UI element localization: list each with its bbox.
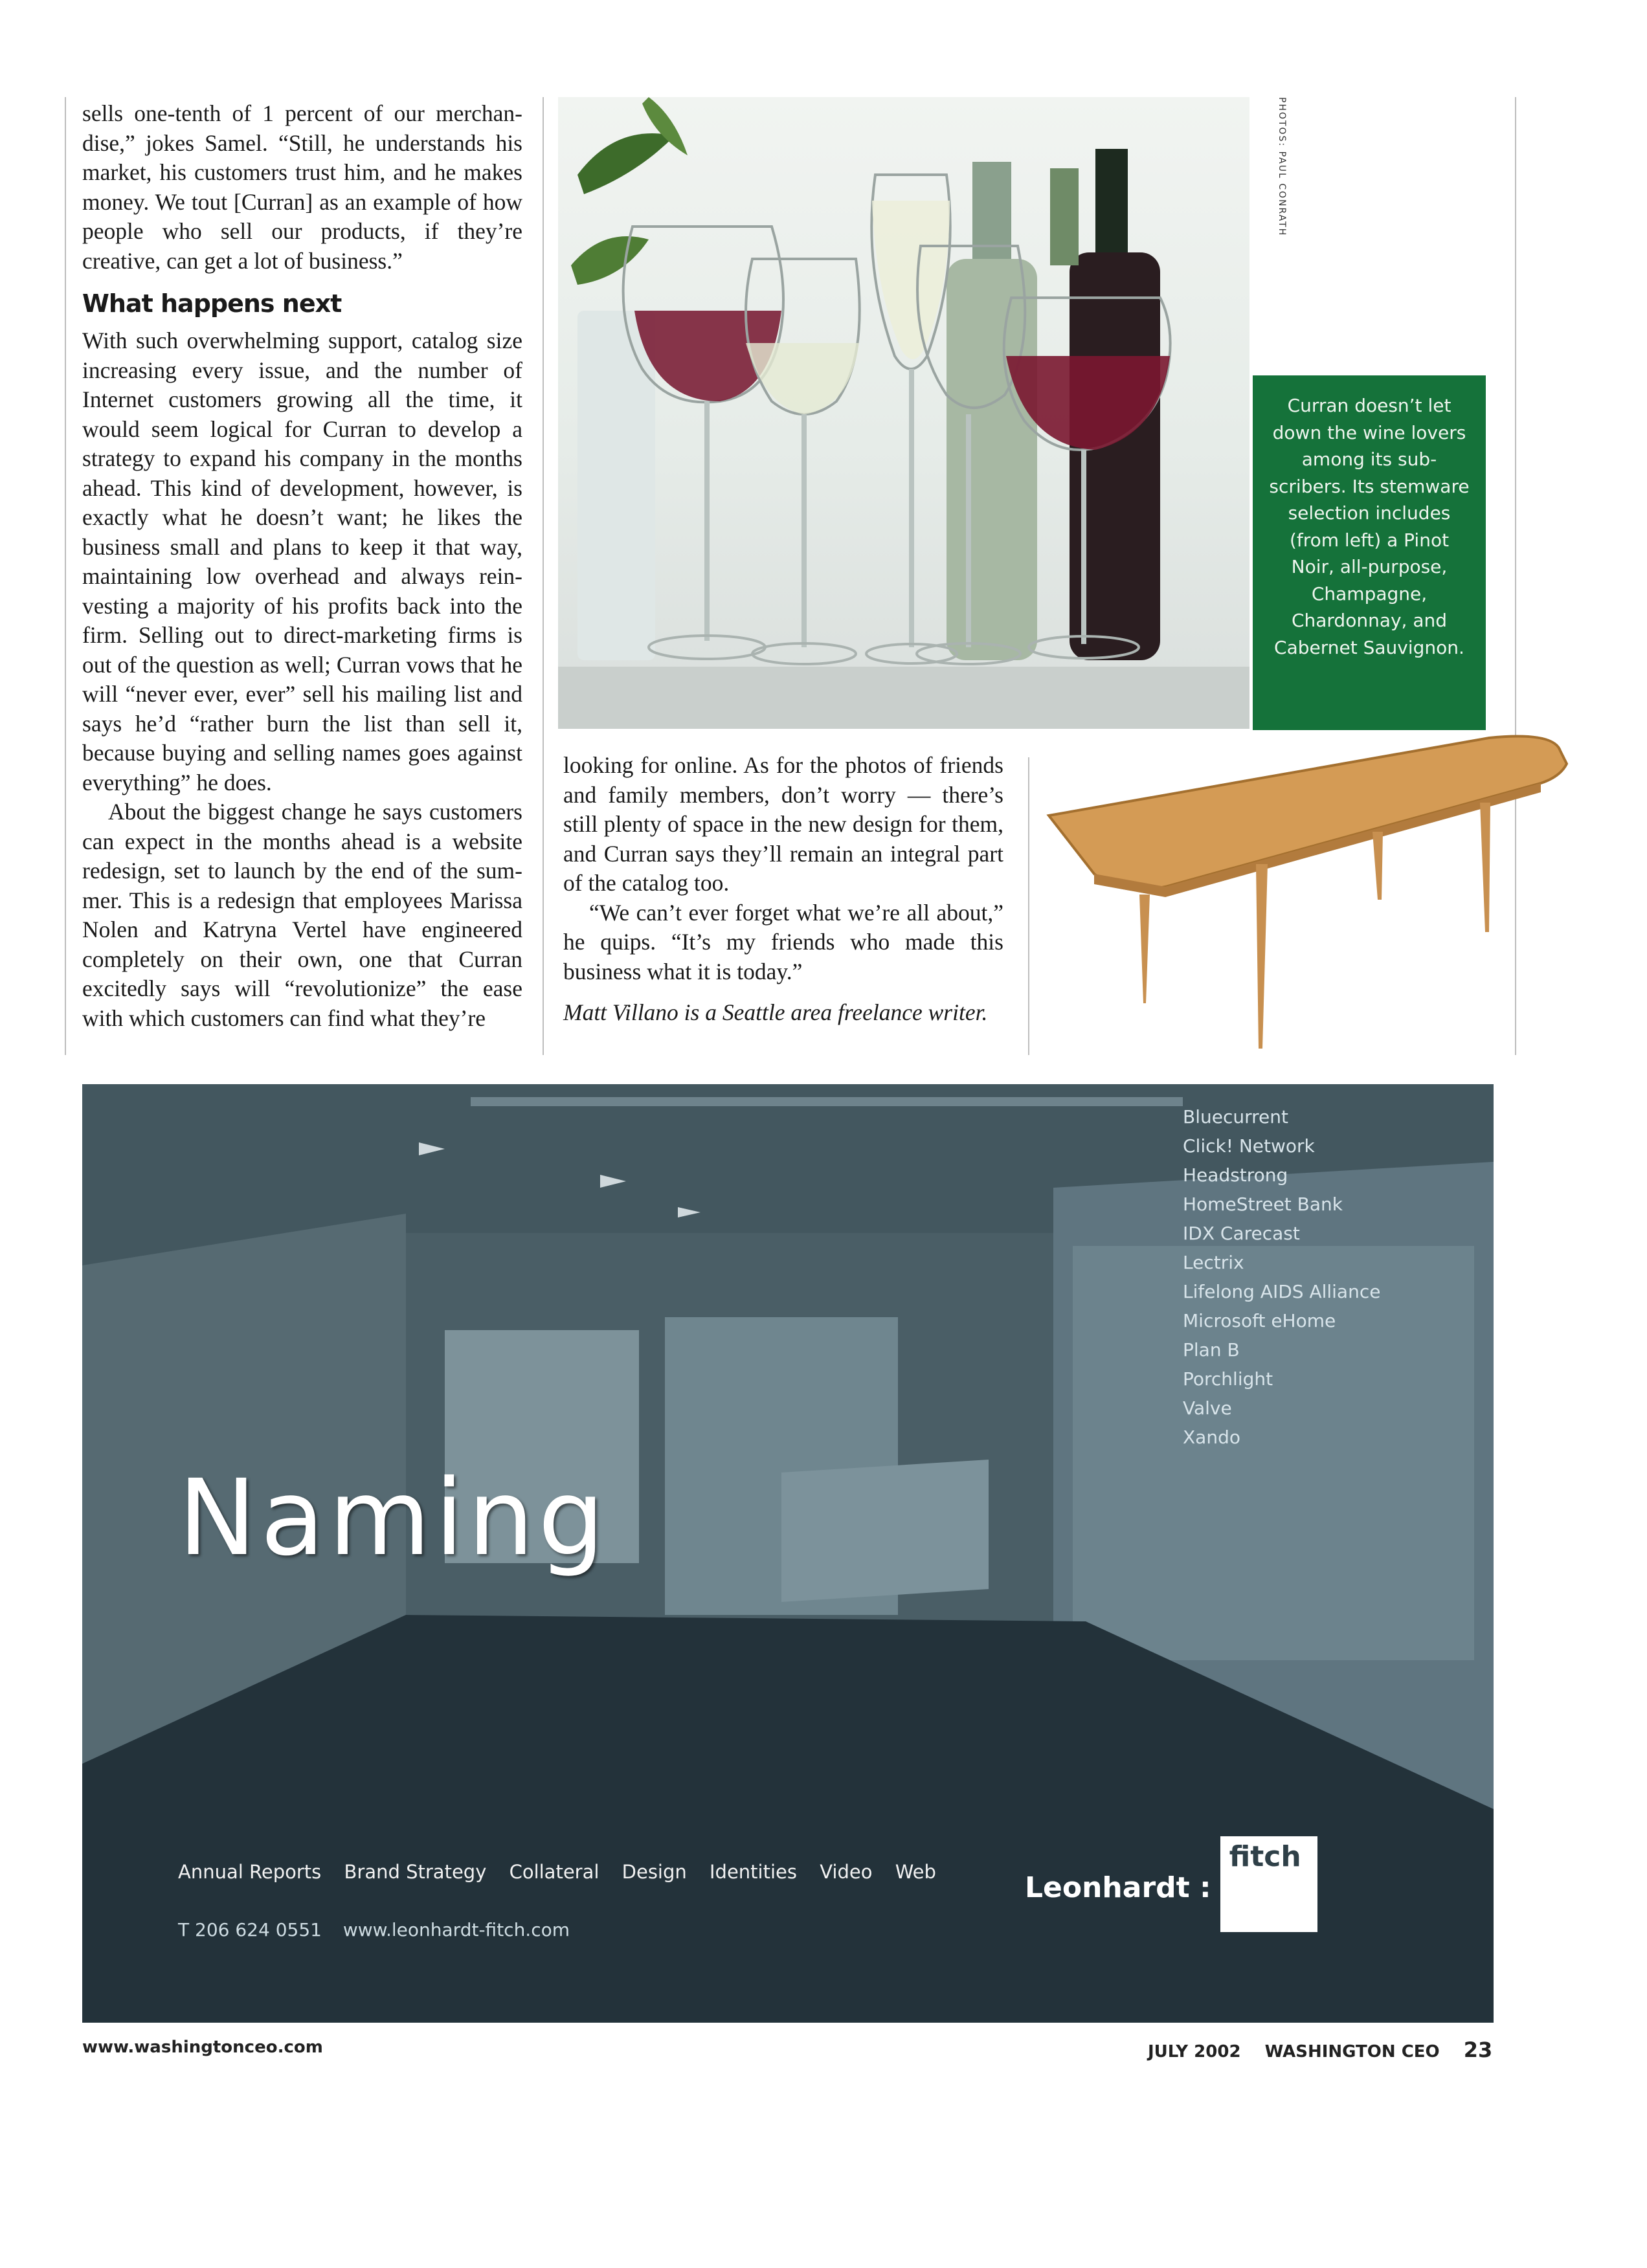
article-subhead: What happens next — [82, 289, 342, 318]
article-column-2 — [563, 751, 1003, 1028]
column-divider-lower — [1028, 757, 1029, 1055]
footer-folio — [1130, 2038, 1492, 2062]
column-divider — [543, 97, 544, 1055]
client-item: Click! Network — [1183, 1135, 1315, 1157]
wine-glasses-photo — [558, 97, 1249, 729]
client-item: Valve — [1183, 1397, 1232, 1419]
service-item: Brand Strategy — [344, 1861, 487, 1883]
website-link[interactable]: www.leonhardt-fitch.com — [342, 1919, 570, 1940]
client-item: Lectrix — [1183, 1252, 1244, 1273]
client-item: Lifelong AIDS Alliance — [1183, 1281, 1381, 1302]
article-column-1 — [82, 99, 522, 1033]
issue-date: JULY 2002 — [1148, 2042, 1241, 2062]
page-number: 23 — [1463, 2038, 1493, 2062]
brand-name-box: fitch — [1220, 1836, 1317, 1932]
footer-website[interactable]: www.washingtonceo.com — [82, 2038, 323, 2057]
client-item: Bluecurrent — [1183, 1106, 1288, 1128]
client-item: Microsoft eHome — [1183, 1310, 1336, 1331]
service-item: Web — [895, 1861, 936, 1883]
client-item: Porchlight — [1183, 1368, 1273, 1390]
magazine-name: WASHINGTON CEO — [1264, 2042, 1440, 2062]
services-list — [178, 1861, 953, 1883]
client-item: IDX Carecast — [1183, 1223, 1300, 1244]
client-item: Headstrong — [1183, 1164, 1288, 1186]
article-paragraph: About the biggest change he says customers can expect in the months ahead is a website redesign, set to launch by the end of the summer. This is a redesign that employees Marissa Nolen and Katryna Vertel have engineered completely on their own, one that Curran excitedly says will “revolutionize” the ease with which customers can find what they’re — [82, 799, 522, 1031]
article-paragraph: “We can’t ever forget what we’re all about,” he quips. “It’s my friends who made this business what it is today.” — [563, 899, 1003, 984]
ad-headline: Naming — [178, 1458, 609, 1579]
photo-credit: PHOTOS: PAUL CONRATH — [1277, 97, 1287, 237]
photo-caption: Curran doesn’t let down the wine lovers among its subscribers. Its stemware selection includes (from left) a Pinot Noir, all-purpose, Champagne, Chardonnay, and Cabernet Sauvignon. — [1253, 375, 1486, 730]
service-item: Video — [820, 1861, 873, 1883]
wine-glasses-illustration — [558, 97, 1249, 729]
article-paragraph: sells one-tenth of 1 percent of our merchandise,” jokes Samel. “Still, he understands his market, his customers trust him, and he makes money. We tout [Curran] as an example of how people who sell our products, if they’re creative, can get a lot of business.” — [82, 100, 522, 274]
leonhardt-fitch-advertisement — [82, 1084, 1494, 2023]
service-item: Annual Reports — [178, 1861, 322, 1883]
client-item: HomeStreet Bank — [1183, 1194, 1343, 1215]
client-item: Plan B — [1183, 1339, 1240, 1361]
ad-contact — [178, 1919, 585, 1940]
service-item: Identities — [710, 1861, 797, 1883]
brand-name-left: Leonhardt : — [1025, 1871, 1211, 1904]
service-item: Design — [622, 1861, 687, 1883]
client-list — [1183, 1102, 1380, 1452]
brand-logo — [1025, 1840, 1317, 1932]
service-item: Collateral — [509, 1861, 599, 1883]
left-margin-rule — [65, 97, 66, 1055]
author-byline: Matt Villano is a Seattle area freelance writer. — [563, 999, 988, 1025]
wooden-table-photo — [1036, 725, 1580, 1062]
phone-number: T 206 624 0551 — [178, 1919, 322, 1940]
article-paragraph: With such overwhelming support, catalog size increasing every issue, and the number of Internet customers growing all the time, it would seem logical for Curran to develop a strategy to expand his company in the months ahead. This kind of development, however, is exactly what he doesn’t want; he likes the business small and plans to keep it that way, maintaining low overhead and always reinvesting a majority of his profits back into the firm. Selling out to direct-marketing firms is out of the question as well; Curran vows that he will “never ever, ever” sell his mailing list and says he’d “rather burn the list than sell it, because buying and selling names goes against everything” he does. — [82, 328, 522, 795]
article-paragraph: looking for online. As for the photos of friends and family members, don’t worry — there’s still plenty of space in the new design for them, and Curran says they’ll remain an integral part of the catalog too. — [563, 752, 1003, 896]
client-item: Xando — [1183, 1427, 1240, 1448]
